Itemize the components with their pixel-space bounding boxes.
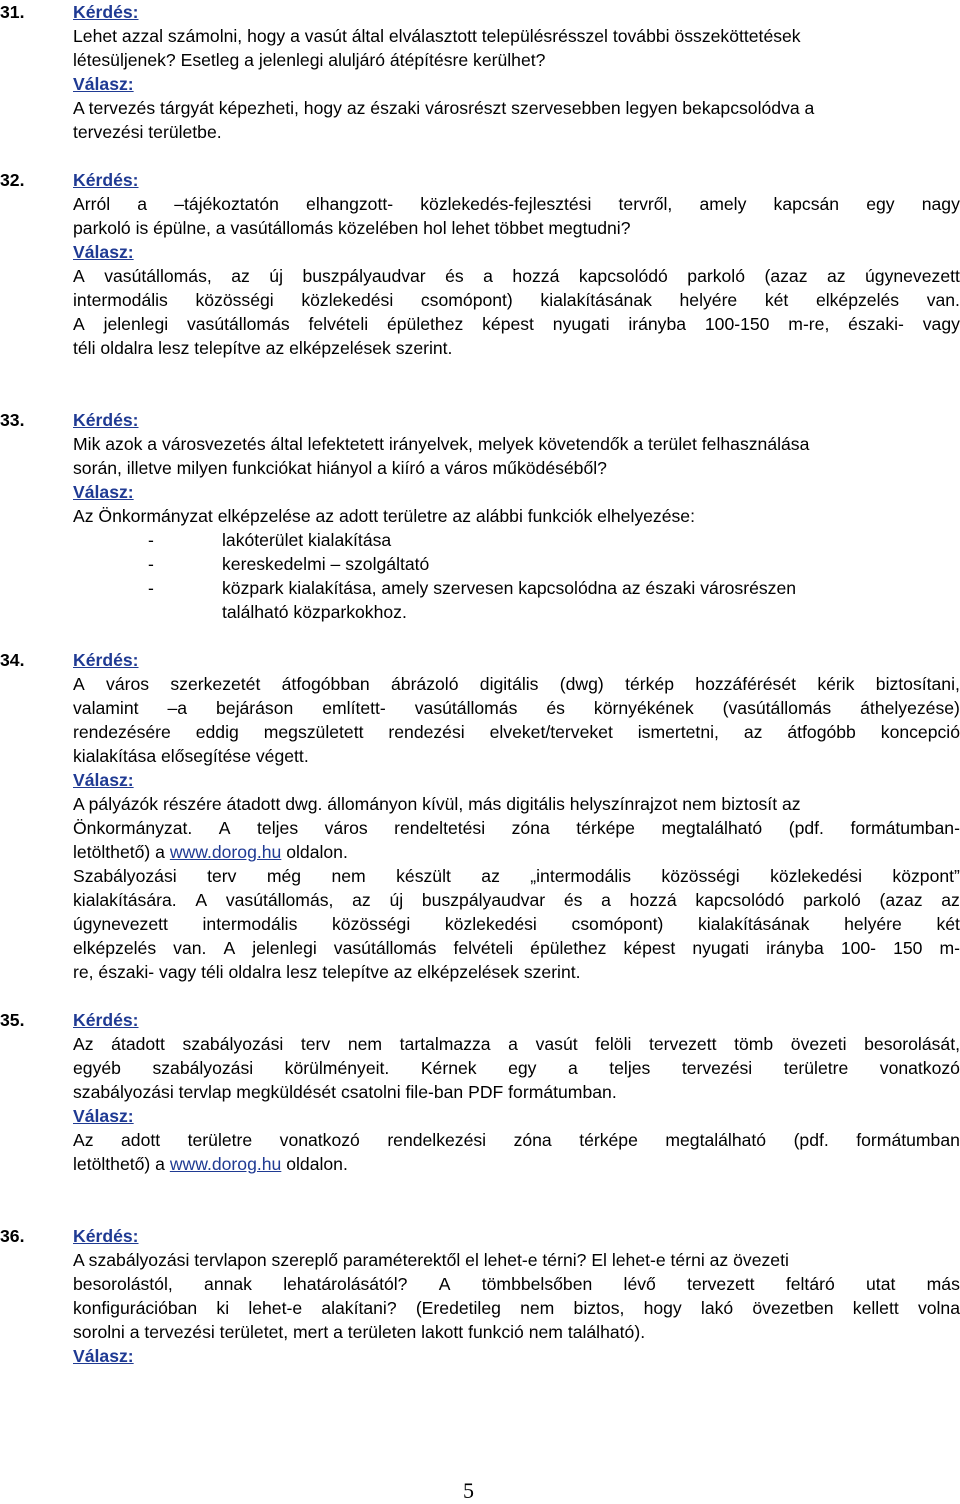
word: (pdf. xyxy=(788,818,824,838)
word: tartalmazza xyxy=(399,1034,491,1054)
word: nagy xyxy=(921,194,960,214)
word: térkép xyxy=(625,674,674,694)
word: megtalálható xyxy=(665,1130,767,1150)
answer-text xyxy=(73,816,960,840)
word: térképe xyxy=(579,1130,638,1150)
word: nyugati xyxy=(552,314,610,334)
word: adott xyxy=(121,1130,161,1150)
word: kialakításának xyxy=(697,914,810,934)
answer-label: Válasz: xyxy=(73,1346,134,1366)
word: kialakításának xyxy=(540,290,652,310)
word: az xyxy=(481,866,500,886)
item-number: 33. xyxy=(0,410,25,430)
word: 100- xyxy=(840,938,877,958)
question-text xyxy=(73,1272,960,1296)
question-text: létesüljenek? Esetleg a jelenlegi aluljáró átépítésre kerülhet? xyxy=(73,50,546,70)
word: elképzelés xyxy=(815,290,900,310)
word: közlekedési xyxy=(770,866,862,886)
item-number: 32. xyxy=(0,170,25,190)
word: hozzá xyxy=(629,890,677,910)
question-text xyxy=(73,1296,960,1320)
item-number: 35. xyxy=(0,1010,25,1030)
word: közösségi xyxy=(661,866,740,886)
link-suffix: oldalon. xyxy=(281,842,348,862)
word: kapcsolódó xyxy=(578,266,668,286)
word: felvételi xyxy=(453,938,514,958)
word: formátumban- xyxy=(850,818,960,838)
word: elhangzott- xyxy=(306,194,394,214)
word: tervezett xyxy=(687,1274,755,1294)
word: két xyxy=(764,290,789,310)
word: –a xyxy=(167,698,188,718)
word: kellett xyxy=(852,1298,899,1318)
word: buszpályaudvar xyxy=(421,890,546,910)
word: új xyxy=(269,266,283,286)
word: térképe xyxy=(576,818,635,838)
answer-text: Az Önkormányzat elképzelése az adott területre az alábbi funkciók elhelyezése: xyxy=(73,506,695,526)
word: tervezett xyxy=(649,1034,717,1054)
word: A xyxy=(73,266,85,286)
word: valamint xyxy=(73,698,139,718)
word: említett- xyxy=(322,698,386,718)
link-suffix: oldalon. xyxy=(281,1154,348,1174)
word: rendezési xyxy=(388,722,465,742)
word: utat xyxy=(866,1274,896,1294)
question-text xyxy=(73,720,960,744)
word: csomópont) xyxy=(420,290,513,310)
word: vasútállomás xyxy=(333,938,437,958)
word: rendelkezési xyxy=(387,1130,487,1150)
word: vasútállomás xyxy=(414,698,518,718)
word: új xyxy=(389,890,404,910)
word: bejáráson xyxy=(216,698,294,718)
answer-label: Válasz: xyxy=(73,74,134,94)
question-text: A szabályozási tervlapon szereplő paraméterektől el lehet-e térni? El lehet-e térni az övezeti xyxy=(73,1250,789,1270)
answer-text: A tervezés tárgyát képezheti, hogy az északi városrészt szervesebben legyen bekapcsolódva a xyxy=(73,98,815,118)
word: egy xyxy=(508,1058,537,1078)
word: terv xyxy=(207,866,237,886)
bullet-dash: - xyxy=(148,530,154,550)
word: egyéb xyxy=(73,1058,121,1078)
word: elveket/terveket xyxy=(489,722,613,742)
word: hogy xyxy=(643,1298,682,1318)
word: kapcsolódó xyxy=(695,890,785,910)
word: úgynevezett xyxy=(73,914,168,934)
word: északi- xyxy=(848,314,904,334)
question-text xyxy=(73,672,960,696)
word: az xyxy=(352,890,371,910)
word: közösségi xyxy=(195,290,274,310)
bullet-dash: - xyxy=(148,554,154,574)
word: teljes xyxy=(257,818,299,838)
answer-label: Válasz: xyxy=(73,242,134,262)
word: besorolását, xyxy=(864,1034,960,1054)
word: (vasútállomás xyxy=(722,698,832,718)
word: közlekedés-fejlesztési xyxy=(420,194,592,214)
word: helyére xyxy=(844,914,902,934)
word: formátumban xyxy=(856,1130,960,1150)
word: Szabályozási xyxy=(73,866,177,886)
answer-text xyxy=(73,912,960,936)
word: nem xyxy=(331,866,366,886)
word: lehet-e xyxy=(248,1298,303,1318)
word: készült xyxy=(396,866,451,886)
word: az xyxy=(941,890,960,910)
word: egy xyxy=(866,194,895,214)
word: (pdf. xyxy=(793,1130,829,1150)
word: tömbbelsőben xyxy=(481,1274,593,1294)
word: még xyxy=(266,866,302,886)
word: felöli xyxy=(595,1034,632,1054)
word: nem xyxy=(347,1034,383,1054)
word: zóna xyxy=(513,1130,552,1150)
word: a xyxy=(483,266,493,286)
question-label: Kérdés: xyxy=(73,1226,139,1246)
answer-label: Válasz: xyxy=(73,770,134,790)
bullet-text: közpark kialakítása, amely szervesen kapcsolódna az északi városrészen xyxy=(222,578,797,598)
word: áthelyezése) xyxy=(860,698,960,718)
word: (dwg) xyxy=(559,674,604,694)
bullet-text: található közparkokhoz. xyxy=(222,602,407,622)
word: jelenlegi xyxy=(252,938,317,958)
word: tervről, xyxy=(618,194,673,214)
word: parkoló xyxy=(803,890,861,910)
word: vasút xyxy=(535,1034,578,1054)
question-label: Kérdés: xyxy=(73,2,139,22)
question-label: Kérdés: xyxy=(73,170,139,190)
answer-text xyxy=(73,1128,960,1152)
dorog-link[interactable]: www.dorog.hu xyxy=(169,842,282,862)
word: m-re, xyxy=(788,314,830,334)
word: zóna xyxy=(511,818,550,838)
word: épülethez xyxy=(386,314,464,334)
word: a xyxy=(601,890,611,910)
word: hozzáférését xyxy=(695,674,797,694)
word: ismertetni, xyxy=(637,722,719,742)
question-text: sorolni a tervezési területet, mert a területen lakott funkció nem található). xyxy=(73,1322,646,1342)
word: közlekedési xyxy=(444,914,537,934)
word: megszületett xyxy=(263,722,364,742)
answer-text xyxy=(73,288,960,312)
word: ábrázoló xyxy=(391,674,459,694)
word: közlekedési xyxy=(301,290,394,310)
answer-text xyxy=(73,1152,348,1176)
word: A xyxy=(195,890,208,910)
word: biztos, xyxy=(573,1298,625,1318)
word: lehatárolásától? xyxy=(283,1274,408,1294)
word: helyére xyxy=(679,290,738,310)
word: két xyxy=(936,914,960,934)
question-text: kialakítása elősegítése végett. xyxy=(73,746,309,766)
word: nyugati xyxy=(692,938,750,958)
word: vagy xyxy=(922,314,960,334)
word: digitális xyxy=(479,674,539,694)
word: átadott xyxy=(111,1034,165,1054)
word: kérik xyxy=(817,674,855,694)
word: az xyxy=(231,266,250,286)
answer-label: Válasz: xyxy=(73,1106,134,1126)
question-label: Kérdés: xyxy=(73,410,139,430)
dorog-link[interactable]: www.dorog.hu xyxy=(169,1154,282,1174)
word: elképzelés xyxy=(73,938,157,958)
question-text xyxy=(73,192,960,216)
word: eddig xyxy=(195,722,239,742)
word: besorolástól, xyxy=(73,1274,173,1294)
word: biztosítani, xyxy=(875,674,960,694)
word: környékének xyxy=(593,698,694,718)
word: m- xyxy=(939,938,960,958)
word: annak xyxy=(204,1274,252,1294)
word: A xyxy=(73,314,85,334)
answer-text xyxy=(73,264,960,288)
word: A xyxy=(438,1274,451,1294)
answer-text: re, északi- vagy téli oldalra lesz telepítve az elképzelések szerint. xyxy=(73,962,581,982)
word: a xyxy=(137,194,148,214)
item-number: 31. xyxy=(0,2,25,22)
question-text: parkoló is épülne, a vasútállomás közelében hol lehet többet megtudni? xyxy=(73,218,631,238)
word: körülményeit. xyxy=(284,1058,390,1078)
word: A xyxy=(223,938,236,958)
question-label: Kérdés: xyxy=(73,650,139,670)
word: (azaz xyxy=(764,266,808,286)
word: vasútállomás xyxy=(186,314,290,334)
word: és xyxy=(445,266,464,286)
word: rendeltetési xyxy=(394,818,486,838)
word: alakítani? xyxy=(321,1298,397,1318)
link-prefix: letölthető) a xyxy=(73,842,170,862)
item-number: 36. xyxy=(0,1226,25,1246)
word: vasútállomás, xyxy=(104,266,212,286)
answer-text: A pályázók részére átadott dwg. állományon kívül, más digitális helyszínrajzot nem biztosít az xyxy=(73,794,801,814)
word: irányba xyxy=(628,314,687,334)
word: szabályozási xyxy=(152,1058,254,1078)
word: város xyxy=(324,818,368,838)
word: és xyxy=(546,698,565,718)
word: átfogóbb xyxy=(787,722,856,742)
page-number: 5 xyxy=(463,1478,474,1503)
word: kapcsán xyxy=(773,194,840,214)
word: hozzá xyxy=(512,266,560,286)
word: van. xyxy=(926,290,960,310)
word: területre xyxy=(187,1130,253,1150)
word: Arról xyxy=(73,194,111,214)
question-text: szabályozási tervlap megküldését csatolni file-ban PDF formátumban. xyxy=(73,1082,617,1102)
word: felvételi xyxy=(308,314,369,334)
answer-text xyxy=(73,936,960,960)
word: „intermodális xyxy=(530,866,631,886)
word: volna xyxy=(917,1298,960,1318)
word: tervezési xyxy=(681,1058,753,1078)
answer-text xyxy=(73,888,960,912)
item-number: 34. xyxy=(0,650,25,670)
answer-text xyxy=(73,840,348,864)
answer-text xyxy=(73,864,960,888)
word: képest xyxy=(482,314,534,334)
word: szabályozási xyxy=(182,1034,284,1054)
word: A xyxy=(73,674,85,694)
word: úgynevezett xyxy=(865,266,960,286)
bullet-dash: - xyxy=(148,578,154,598)
word: amely xyxy=(699,194,747,214)
word: terv xyxy=(300,1034,331,1054)
word: övezeti xyxy=(790,1034,847,1054)
question-label: Kérdés: xyxy=(73,1010,139,1030)
word: az xyxy=(826,266,846,286)
word: kialakítására. xyxy=(73,890,177,910)
word: közösségi xyxy=(332,914,411,934)
word: Önkormányzat. xyxy=(73,818,193,838)
word: központ” xyxy=(892,866,960,886)
word: intermodális xyxy=(202,914,298,934)
question-text xyxy=(73,1056,960,1080)
word: lévő xyxy=(623,1274,656,1294)
word: –tájékoztatón xyxy=(174,194,279,214)
answer-text: téli oldalra lesz telepítve az elképzelések szerint. xyxy=(73,338,453,358)
word: lakó xyxy=(700,1298,734,1318)
word: (Eredetileg xyxy=(415,1298,501,1318)
word: ki xyxy=(216,1298,230,1318)
bullet-text: lakóterület kialakítása xyxy=(222,530,392,550)
word: (azaz xyxy=(879,890,923,910)
bullet-text: kereskedelmi – szolgáltató xyxy=(222,554,430,574)
question-text: Lehet azzal számolni, hogy a vasút által elválasztott településrésszel további összeköttetések xyxy=(73,26,801,46)
word: a xyxy=(508,1034,518,1054)
word: övezetben xyxy=(752,1298,834,1318)
word: koncepció xyxy=(880,722,960,742)
word: Az xyxy=(73,1130,94,1150)
question-text xyxy=(73,1032,960,1056)
word: parkoló xyxy=(687,266,746,286)
word: Kérnek xyxy=(420,1058,477,1078)
word: a xyxy=(567,1058,578,1078)
word: megtalálható xyxy=(661,818,763,838)
word: vonatkozó xyxy=(879,1058,960,1078)
word: teljes xyxy=(609,1058,651,1078)
word: intermodális xyxy=(73,290,168,310)
word: 150 xyxy=(893,938,923,958)
word: jelenlegi xyxy=(103,314,169,334)
word: A xyxy=(218,818,231,838)
word: más xyxy=(926,1274,960,1294)
answer-text xyxy=(73,312,960,336)
word: konfigurációban xyxy=(73,1298,198,1318)
word: tömb xyxy=(734,1034,774,1054)
question-text: során, illetve milyen funkciókat hiányol a kiíró a város működéséből? xyxy=(73,458,607,478)
word: van. xyxy=(173,938,207,958)
word: vonatkozó xyxy=(279,1130,360,1150)
word: és xyxy=(563,890,583,910)
question-text: Mik azok a városvezetés által lefektetett irányelvek, melyek követendők a terület felhasználása xyxy=(73,434,810,454)
question-text xyxy=(73,696,960,720)
link-prefix: letölthető) a xyxy=(73,1154,170,1174)
word: vasútállomás, xyxy=(225,890,334,910)
word: területre xyxy=(783,1058,849,1078)
word: irányba xyxy=(766,938,824,958)
answer-label: Válasz: xyxy=(73,482,134,502)
word: Az xyxy=(73,1034,94,1054)
word: feltáró xyxy=(785,1274,835,1294)
word: képest xyxy=(623,938,676,958)
word: rendezésére xyxy=(73,722,171,742)
word: nem xyxy=(520,1298,555,1318)
word: szerkezetét xyxy=(170,674,261,694)
word: város xyxy=(106,674,150,694)
word: buszpályaudvar xyxy=(302,266,426,286)
answer-text: tervezési területbe. xyxy=(73,122,222,142)
word: csomópont) xyxy=(571,914,664,934)
word: az xyxy=(743,722,763,742)
word: épülethez xyxy=(530,938,607,958)
word: átfogóbban xyxy=(281,674,370,694)
word: 100-150 xyxy=(704,314,770,334)
